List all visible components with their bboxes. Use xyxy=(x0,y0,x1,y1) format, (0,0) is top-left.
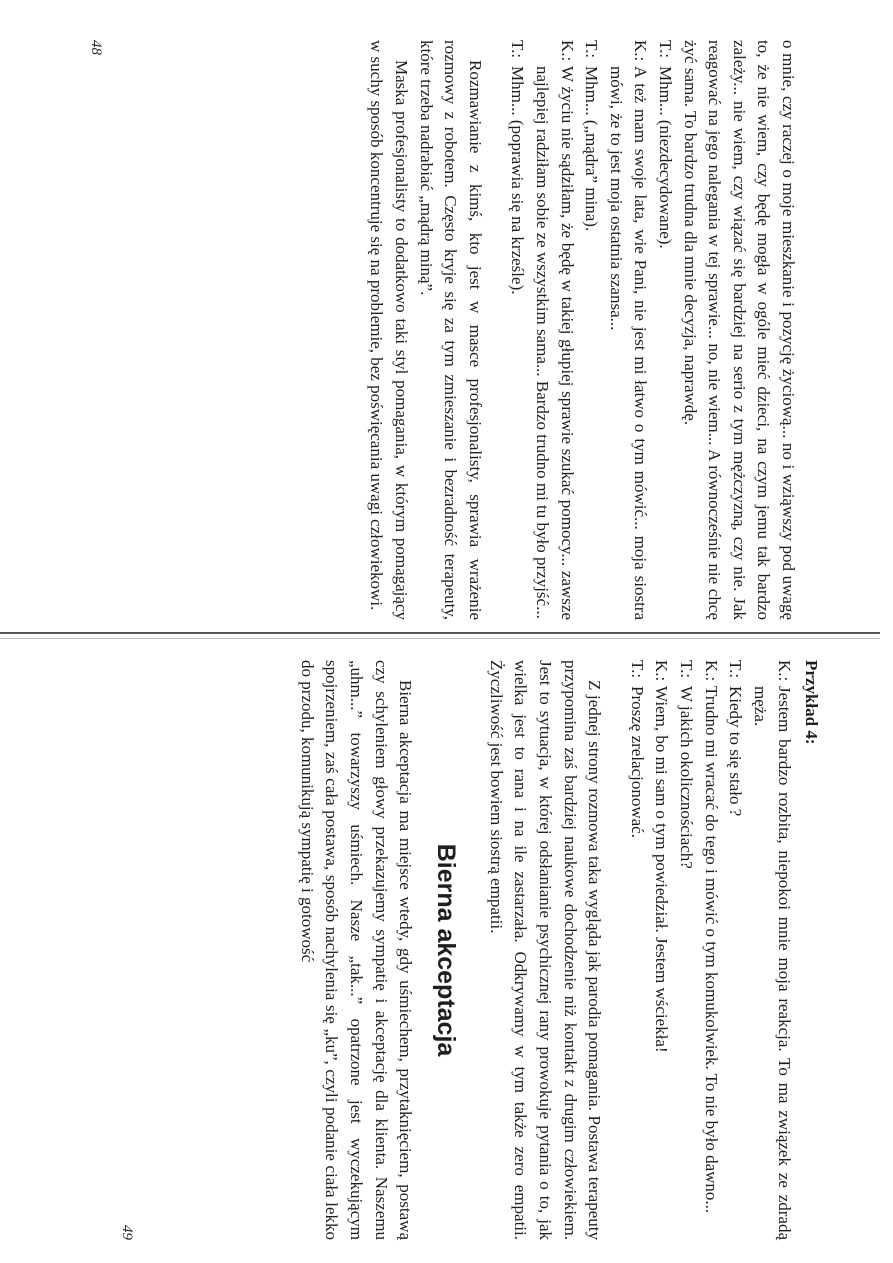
dialogue-line xyxy=(652,40,677,620)
paragraph: Bierna akceptacja ma miejsce wtedy, gdy uśmiechem, przytaknięciem, postawą czy schyleniem głowy przekazujemy sympatię i akceptację dla klienta. Naszemu „uhm...” towarzyszy uśmiech. Nasze „tak...” opatrzone jest wyczekującym spojrzeniem, zaś cała postawa, sposób nachylenia się „ku”, czyli podanie ciała lekko do przodu, komunikują sympatię i gotowość xyxy=(297,660,416,1240)
paragraph-continuation: o mnie, czy raczej o moje mieszkanie i pozycję życiową... no i wziąwszy pod uwagę to, że nie wiem, czy będę mogła w ogóle mieć dzieci, na czym jemu tak bardzo zależy... nie wiem, czy wiązać się bardziej na serio z tym mężczyzną, czy nie. Jak reagować na jego nalegania w tej sprawie... no, nie wiem... A równocześnie nie chcę żyć sama. To bardzo trudna dla mnie decyzja, naprawdę. xyxy=(680,40,798,620)
speaker-label: T.: xyxy=(656,40,676,59)
dialogue-text: Proszę zrelacjonować. xyxy=(627,686,647,838)
dialogue-text: Kiedy to się stało ? xyxy=(726,686,746,817)
dialogue-line xyxy=(649,660,674,1240)
dialogue-line xyxy=(698,660,723,1240)
example-title: Przykład 4: xyxy=(802,660,821,745)
dialogue-text: Wiem, bo mi sam o tym powiedział. Jestem wściekła! xyxy=(652,686,672,1053)
speaker-label: K.: xyxy=(652,660,672,682)
dialogue-text: Jestem bardzo rozbita, niepokoi mnie moja reakcja. To ma związek ze zdradą męża. xyxy=(750,686,795,1240)
speaker-label: K.: xyxy=(631,40,651,62)
paragraph: Z jednej strony rozmowa taka wygląda jak parodia pomagania. Postawa terapeuty przypomina zaś bardziej naukowe dochodzenie niż kontakt z drugim człowiekiem. Jest to sytuacja, w której odsłanianie psychicznej rany prowokuje pytania o to, jak wielka jest to rana i na ile zastarzała. Odkrywamy w tym także zero empatii. Życzliwość jest bowiem siostrą empatii. xyxy=(486,660,605,1240)
dialogue-line xyxy=(505,40,530,620)
page-fold-shadow xyxy=(0,638,880,639)
speaker-label: T.: xyxy=(677,660,697,679)
page-49 xyxy=(119,660,823,1240)
dialogue-text: A też mam swoje lata, wie Pani, nie jest mi łatwo o tym mówić... moja siostra mówi, że to jest moja ostatnia szansa... xyxy=(606,66,651,620)
speaker-label: K.: xyxy=(557,40,577,62)
dialogue-line xyxy=(579,40,604,620)
section-heading: Bierna akceptacja xyxy=(432,843,461,1057)
dialogue-text: W jakich okolicznościach? xyxy=(677,686,697,869)
paragraph: Maska profesjonalisty to dodatkowo taki styl pomagania, w którym pomagający w suchy sposób koncentruje się na problemie, bez poświęcania uwagi człowiekowi. xyxy=(367,40,412,620)
dialogue-text: Mhm... (niezdecydowane). xyxy=(656,66,676,249)
page-number: 49 xyxy=(119,1225,135,1240)
dialogue-line xyxy=(723,660,748,1240)
dialogue-line xyxy=(624,660,649,1240)
dialogue-text: Trudno mi wracać do tego i mówić o tym komukolwiek. To nie było dawno... xyxy=(701,686,721,1214)
speaker-label: K.: xyxy=(775,660,795,682)
dialogue-line xyxy=(747,660,796,1240)
dialogue-text: Mhm... („mądra” mina). xyxy=(582,66,602,232)
speaker-label: T.: xyxy=(627,660,647,679)
page-fold-line xyxy=(0,632,880,634)
speaker-label: T.: xyxy=(508,40,528,59)
dialogue-line xyxy=(603,40,652,620)
spacer xyxy=(487,40,505,620)
dialogue-line xyxy=(529,40,578,620)
dialogue-text: W życiu nie sądziłam, że będę w takiej głupiej sprawie szukać pomocy... zawsze najlepiej radziłam sobie ze wszystkim sama... Bardzo trudno mi tu było przyjść... xyxy=(533,66,577,620)
page-48-text xyxy=(364,40,800,620)
speaker-label: T.: xyxy=(582,40,602,59)
spacer xyxy=(606,660,624,1240)
speaker-label: T.: xyxy=(726,660,746,679)
speaker-label: K.: xyxy=(701,660,721,682)
page-49-text xyxy=(294,660,823,1240)
paragraph: Rozmawianie z kimś, kto jest w masce profesjonalisty, sprawia wrażenie rozmowy z robotem. Często kryje się za tym zmieszanie i bezradność terapeuty, które trzeba nadrabiać „mądrą miną”. xyxy=(416,40,485,620)
page-number: 48 xyxy=(88,40,104,55)
page-48 xyxy=(88,40,800,620)
dialogue-text: Mhm... (poprawia się na krześle). xyxy=(508,66,528,295)
dialogue-line xyxy=(673,660,698,1240)
